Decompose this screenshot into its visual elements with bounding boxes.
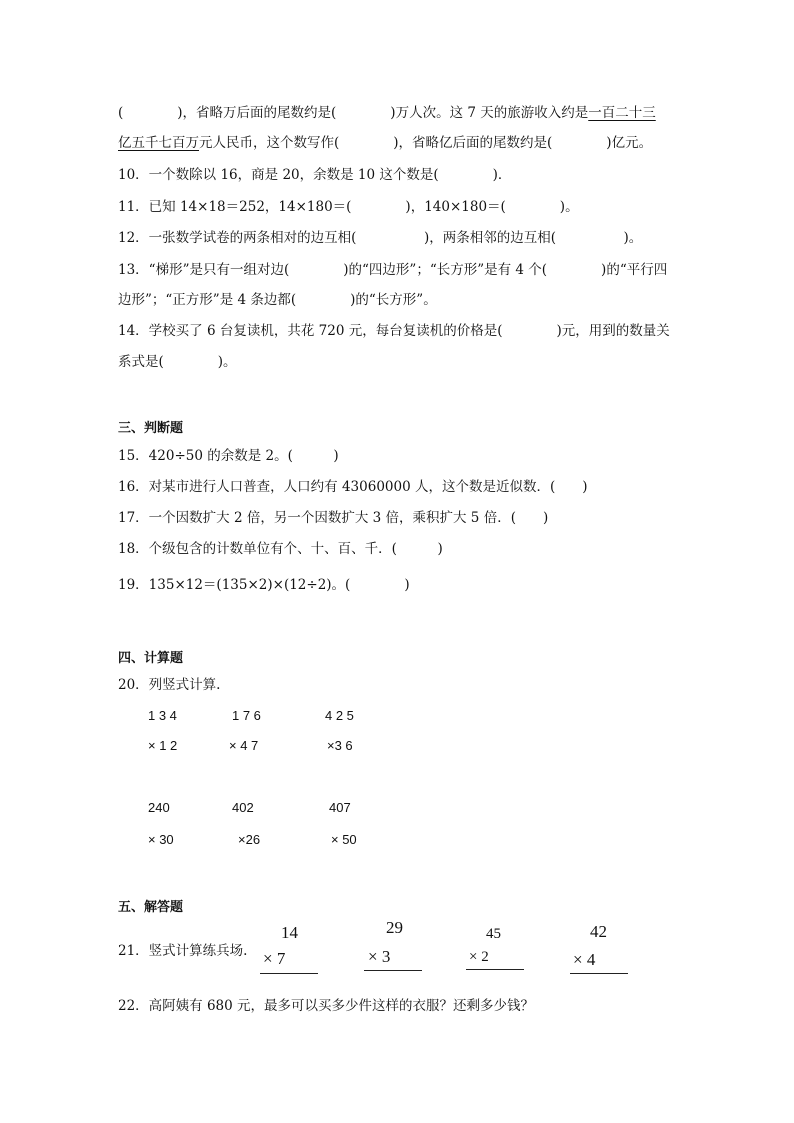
question-16: 16．对某市进行人口普查，人口约有 43060000 人，这个数是近似数．( ) bbox=[118, 479, 588, 495]
q20-c-top: 4 2 5 bbox=[325, 708, 354, 723]
section-calc-heading: 四、计算题 bbox=[118, 651, 184, 666]
q21-a-rule bbox=[260, 973, 318, 974]
q20-b-bottom: × 4 7 bbox=[229, 738, 259, 753]
q20-e-bottom: ×26 bbox=[238, 832, 261, 847]
q21-d-rule bbox=[570, 973, 628, 974]
question-17: 17．一个因数扩大 2 倍，另一个因数扩大 3 倍，乘积扩大 5 倍．( ) bbox=[118, 510, 549, 526]
q21-a-mul: × 7 bbox=[263, 949, 286, 968]
q21-a-top: 14 bbox=[281, 923, 298, 942]
q9-text-1: ( )，省略万后面的尾数约是( )万人次。这 7 天的旅游收入约是 bbox=[118, 105, 589, 121]
section-answer-heading: 五、解答题 bbox=[118, 900, 184, 915]
question-14-line-1: 14．学校买了 6 台复读机，共花 720 元，每台复读机的价格是( )元，用到的数量关 bbox=[118, 323, 670, 339]
q20-f-bottom: × 50 bbox=[331, 832, 357, 847]
q9-underlined-2: 亿五千七百万 bbox=[118, 135, 199, 151]
q9-line-1 bbox=[118, 103, 656, 123]
q20-a-top: 1 3 4 bbox=[148, 708, 177, 723]
q9-line-2 bbox=[118, 133, 652, 153]
question-20-title: 20．列竖式计算. bbox=[118, 677, 221, 693]
question-12: 12．一张数学试卷的两条相对的边互相( )，两条相邻的边互相( )。 bbox=[118, 230, 643, 246]
q9-underlined-1: 一百二十三 bbox=[588, 105, 656, 121]
q20-d-bottom: × 30 bbox=[148, 832, 174, 847]
question-11: 11．已知 14×18＝252，14×180＝( )，140×180＝( )。 bbox=[118, 199, 579, 215]
question-10: 10．一个数除以 16，商是 20，余数是 10 这个数是( )． bbox=[118, 167, 512, 183]
q21-b-rule bbox=[364, 970, 422, 971]
q21-c-mul: × 2 bbox=[469, 949, 489, 965]
q21-c-rule bbox=[466, 969, 524, 970]
question-22: 22．高阿姨有 680 元，最多可以买多少件这样的衣服？还剩多少钱？ bbox=[118, 998, 535, 1014]
question-15: 15．420÷50 的余数是 2。( ) bbox=[118, 448, 339, 464]
question-21-label: 21．竖式计算练兵场. bbox=[118, 943, 248, 959]
q21-b-mul: × 3 bbox=[368, 947, 391, 966]
q20-c-bottom: ×3 6 bbox=[327, 738, 353, 753]
section-judge-heading: 三、判断题 bbox=[118, 421, 184, 436]
q20-e-top: 402 bbox=[232, 800, 254, 815]
question-13-line-1: 13．“梯形”是只有一组对边( )的“四边形”；“长方形”是有 4 个( )的“平行四 bbox=[118, 262, 668, 278]
q21-d-mul: × 4 bbox=[573, 950, 596, 969]
q21-c-top: 45 bbox=[486, 926, 501, 942]
question-13-line-2: 边形”；“正方形”是 4 条边都( )的“长方形”。 bbox=[118, 292, 437, 308]
q20-f-top: 407 bbox=[329, 800, 351, 815]
q20-a-bottom: × 1 2 bbox=[148, 738, 178, 753]
question-18: 18．个级包含的计数单位有个、十、百、千．( ) bbox=[118, 541, 443, 557]
q20-b-top: 1 7 6 bbox=[232, 708, 261, 723]
q21-d-top: 42 bbox=[590, 922, 607, 941]
q21-b-top: 29 bbox=[386, 918, 403, 937]
question-14-line-2: 系式是( )。 bbox=[118, 354, 237, 370]
q9-text-2: 元人民币，这个数写作( )，省略亿后面的尾数约是( )亿元。 bbox=[199, 135, 653, 151]
q20-d-top: 240 bbox=[148, 800, 170, 815]
question-19: 19．135×12＝(135×2)×(12÷2)。( ) bbox=[118, 577, 410, 593]
